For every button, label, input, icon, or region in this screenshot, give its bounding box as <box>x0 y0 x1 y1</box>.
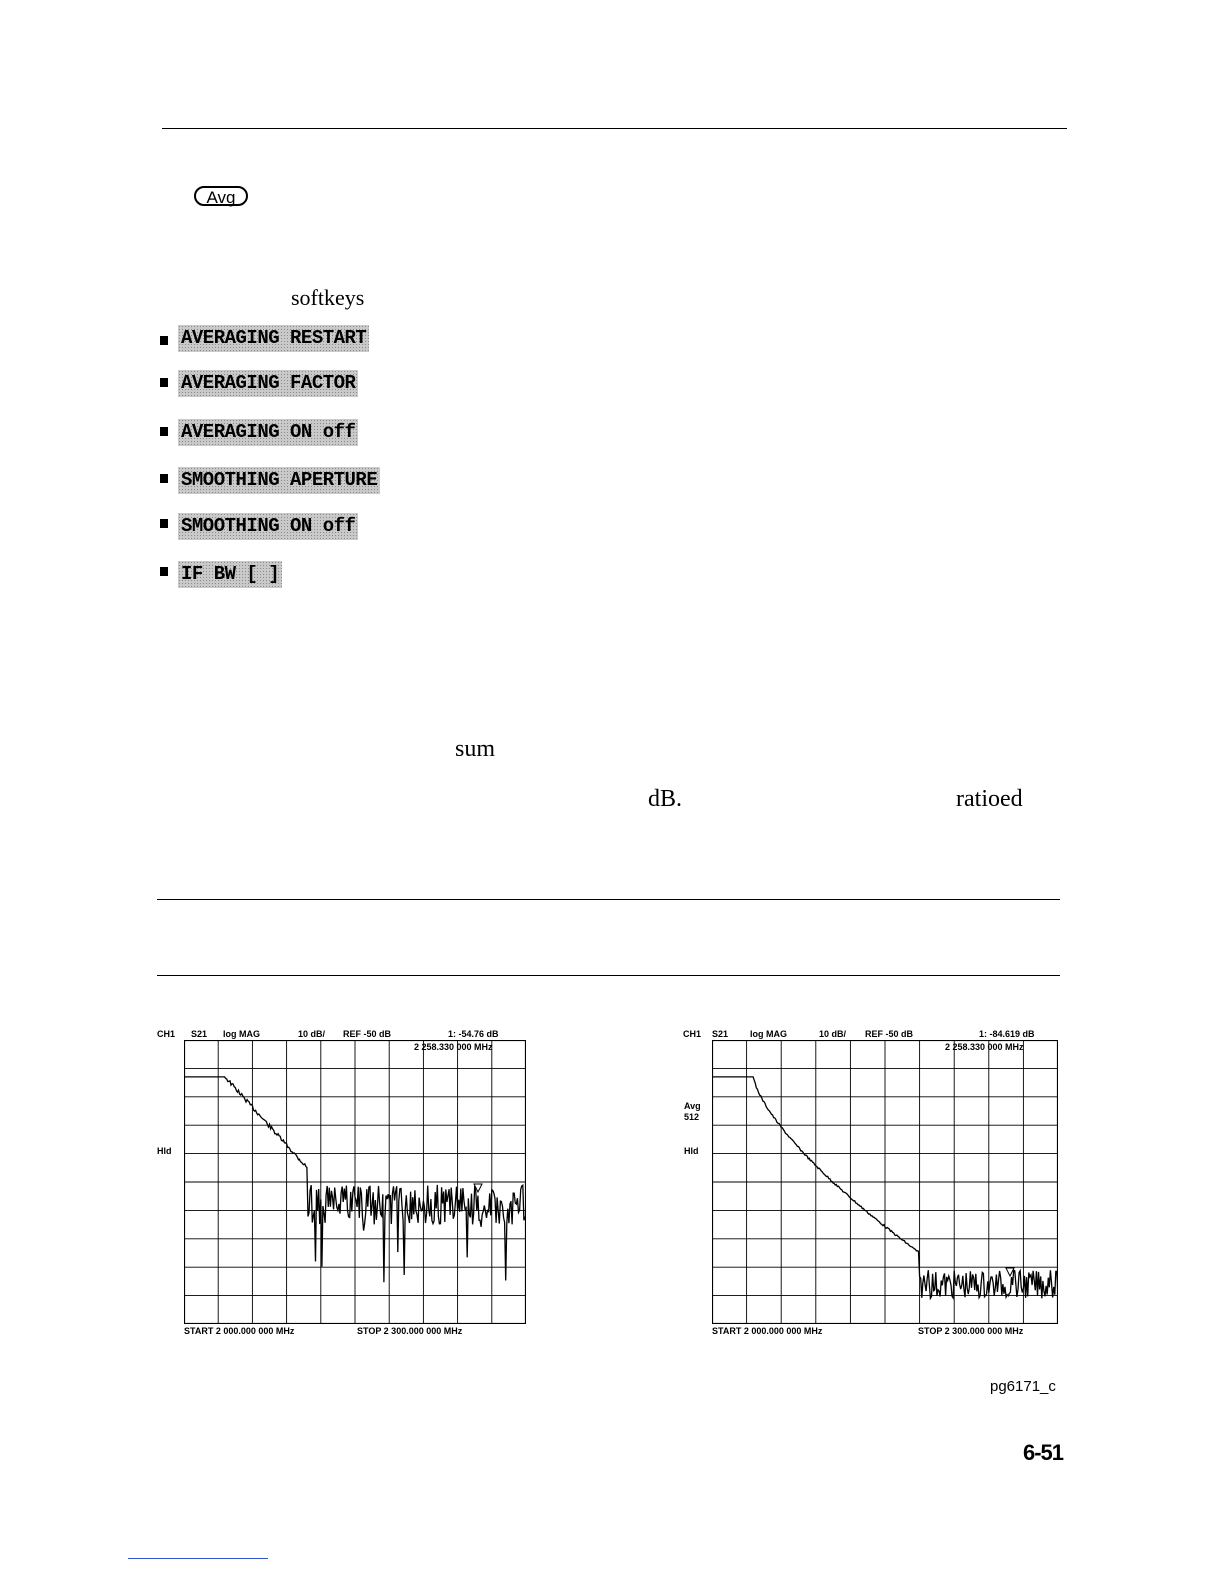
softkey-averaging-on-off: AVERAGING ON off <box>178 419 358 446</box>
average-label: Avg <box>684 1101 701 1111</box>
scale-label: 10 dB/ <box>298 1029 326 1039</box>
softkey-smoothing-on-off: SMOOTHING ON off <box>178 513 358 540</box>
word-ratioed: ratioed <box>956 786 1023 812</box>
word-db: dB. <box>648 786 683 812</box>
hold-label: Hld <box>157 1146 172 1156</box>
scale-label: 10 dB/ <box>819 1029 847 1039</box>
hold-label: Hld <box>684 1146 699 1156</box>
bullet <box>160 378 168 387</box>
page-number: 6-51 <box>1023 1440 1064 1465</box>
link-underline <box>128 1558 268 1559</box>
format-label: log MAG <box>223 1029 260 1039</box>
bullet <box>160 474 168 483</box>
reference-label: REF -50 dB <box>865 1029 914 1039</box>
bullet <box>160 567 168 576</box>
channel-label: CH1 <box>157 1029 176 1039</box>
figure-top-rule <box>157 899 1060 900</box>
stop-frequency: STOP 2 300.000 000 MHz <box>918 1326 1024 1336</box>
trace-graticule <box>184 1040 526 1324</box>
bullet <box>160 427 168 436</box>
figure-caption: pg6171_c <box>990 1378 1056 1395</box>
graticule-grid <box>712 1040 1058 1324</box>
avg-hardkey: Avg <box>194 186 248 206</box>
softkey-averaging-factor: AVERAGING FACTOR <box>178 370 358 397</box>
average-count: 512 <box>684 1112 700 1122</box>
start-frequency: START 2 000.000 000 MHz <box>712 1326 823 1336</box>
reference-label: REF -50 dB <box>343 1029 392 1039</box>
softkey-if-bw: IF BW [ ] <box>178 561 282 588</box>
bullet <box>160 336 168 345</box>
marker-frequency: 2 258.330 000 MHz <box>945 1042 1024 1052</box>
graticule-grid <box>184 1040 526 1324</box>
trace-graticule <box>712 1040 1058 1324</box>
marker-value: 1: -54.76 dB <box>448 1029 499 1039</box>
stop-frequency: STOP 2 300.000 000 MHz <box>357 1326 463 1336</box>
parameter-label: S21 <box>712 1029 729 1039</box>
figure-bottom-rule <box>157 975 1060 976</box>
channel-label: CH1 <box>683 1029 702 1039</box>
start-frequency: START 2 000.000 000 MHz <box>184 1326 295 1336</box>
marker-frequency: 2 258.330 000 MHz <box>414 1042 493 1052</box>
marker-value: 1: -84.619 dB <box>979 1029 1035 1039</box>
word-sum: sum <box>455 736 496 762</box>
softkeys-word: softkeys <box>291 285 365 310</box>
softkey-smoothing-aperture: SMOOTHING APERTURE <box>178 467 380 494</box>
format-label: log MAG <box>750 1029 787 1039</box>
bullet <box>160 519 168 528</box>
top-rule <box>162 128 1067 129</box>
parameter-label: S21 <box>191 1029 208 1039</box>
softkey-averaging-restart: AVERAGING RESTART <box>178 325 369 352</box>
